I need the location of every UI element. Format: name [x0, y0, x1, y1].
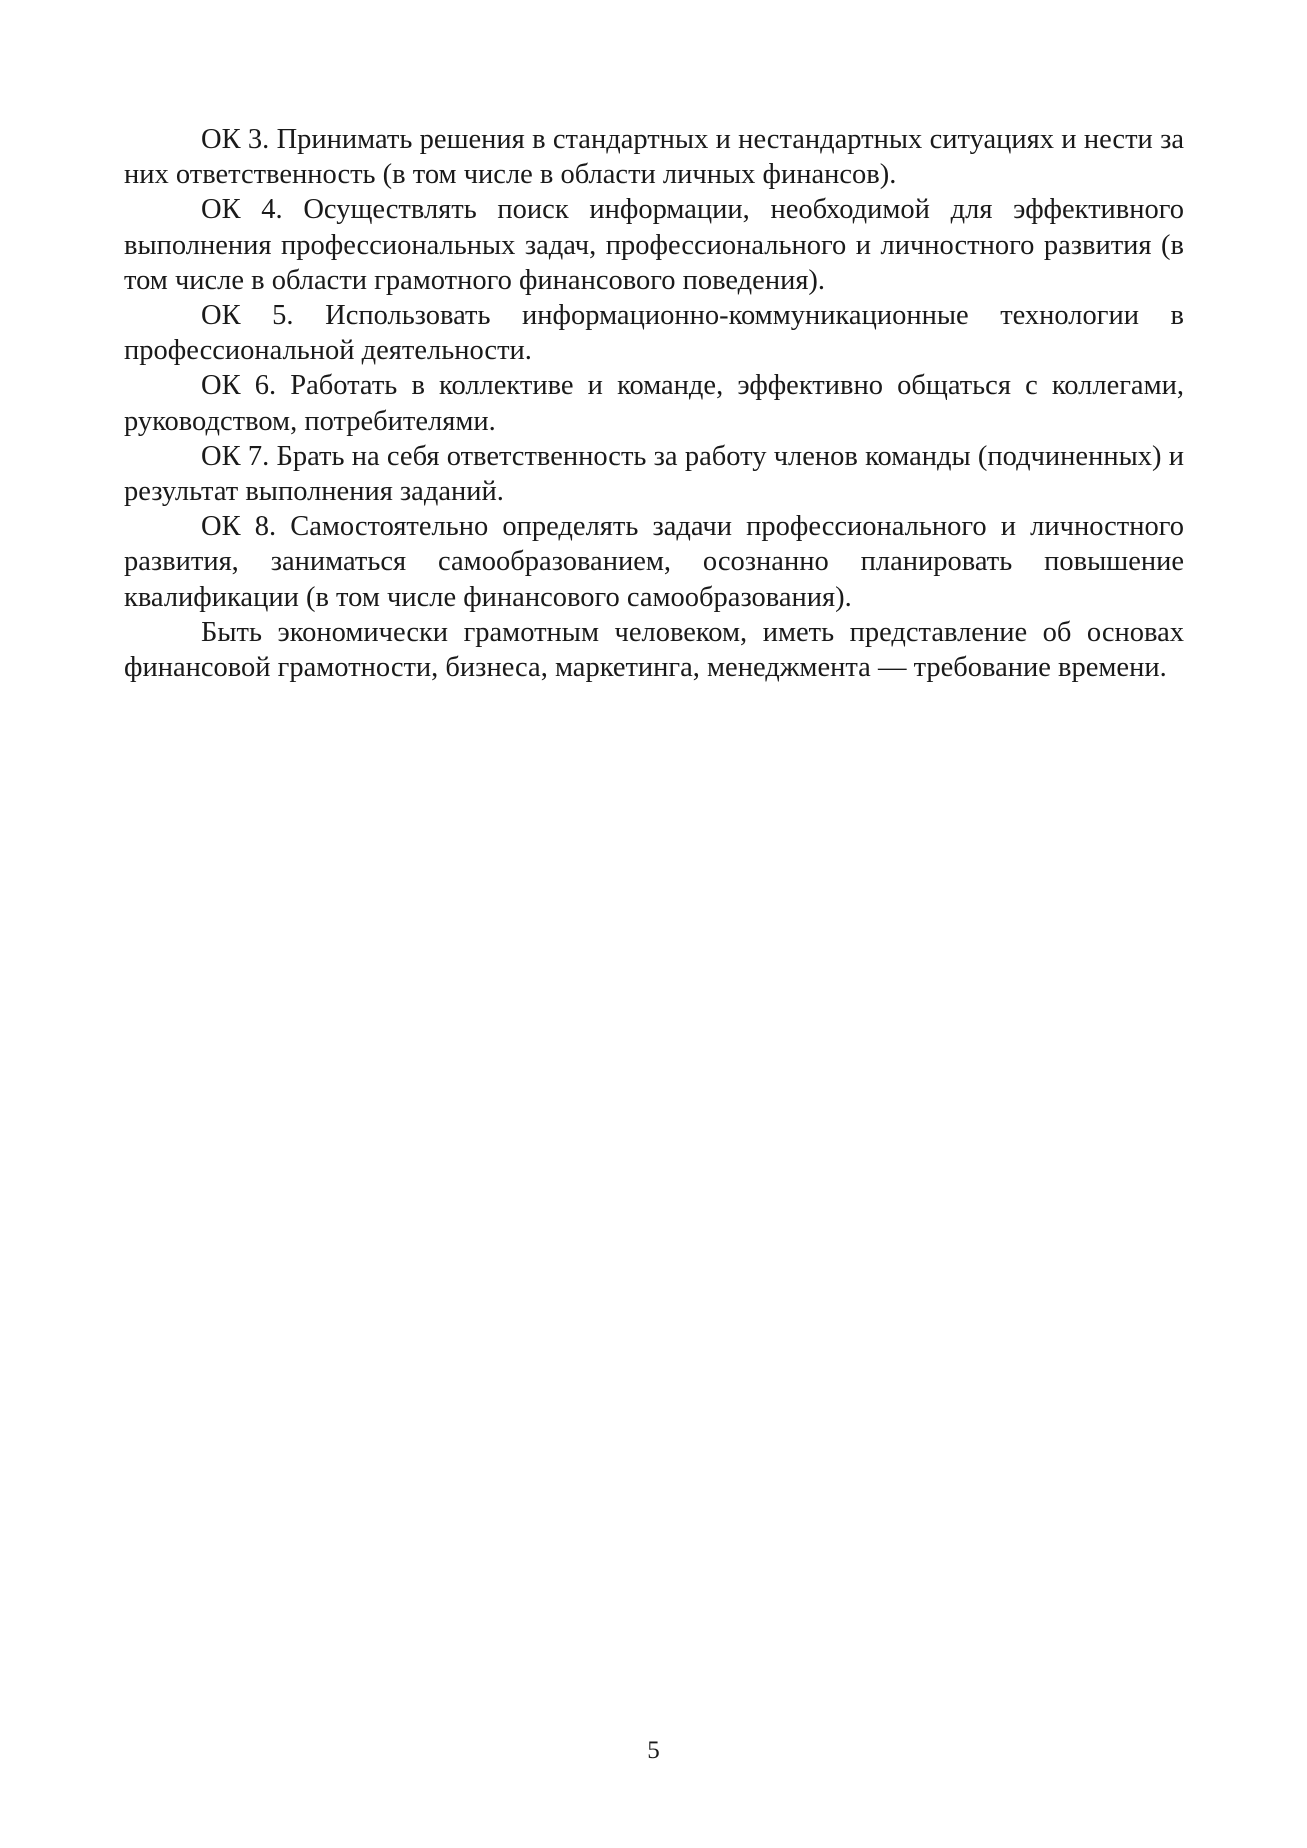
paragraph-ok-5: ОК 5. Использовать информационно-коммуникационные технологии в профессиональной деятельности. — [124, 300, 1184, 367]
paragraph-ok-3: ОК 3. Принимать решения в стандартных и нестандартных ситуациях и нести за них ответственность (в том числе в области личных финансов). — [124, 124, 1184, 191]
paragraph-ok-7: ОК 7. Брать на себя ответственность за работу членов команды (подчиненных) и результат выполнения заданий. — [124, 440, 1184, 508]
paragraph-ok-4: ОК 4. Осуществлять поиск информации, необходимой для эффективного выполнения профессиональных задач, профессионального и личностного развития (в том числе в области грамотного финансового поведения). — [124, 194, 1184, 296]
paragraph-ok-8: ОК 8. Самостоятельно определять задачи профессионального и личностного развития, заниматься самообразованием, осознанно планировать повышение квалификации (в том числе финансового самообразования). — [124, 511, 1184, 613]
paragraph-conclusion: Быть экономически грамотным человеком, иметь представление об основах финансовой грамотности, бизнеса, маркетинга, менеджмента — требование времени. — [124, 616, 1184, 684]
paragraph-ok-6: ОК 6. Работать в коллективе и команде, эффективно общаться с коллегами, руководством, потребителями. — [124, 370, 1184, 437]
page-number: 5 — [647, 1737, 660, 1764]
body-text — [124, 122, 1184, 685]
